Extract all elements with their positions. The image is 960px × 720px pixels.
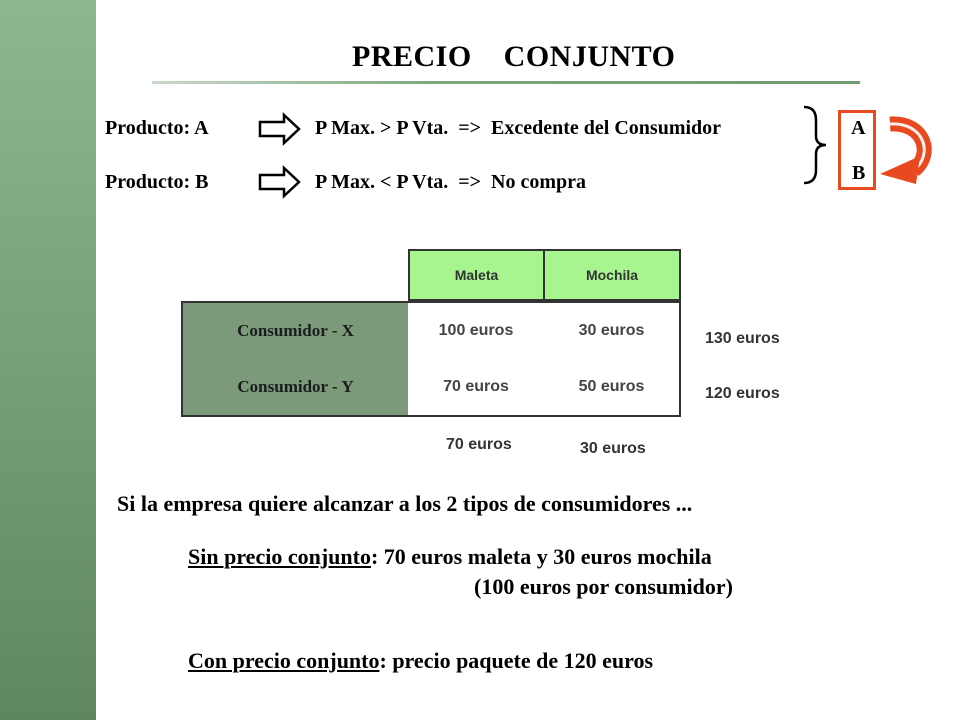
row-total: 130 euros <box>705 330 780 347</box>
table-cell: 70 euros <box>408 359 544 415</box>
column-min: 70 euros <box>446 436 512 453</box>
column-min: 30 euros <box>580 440 646 457</box>
table-row-label: Consumidor - X <box>183 303 408 359</box>
title-underline <box>152 81 860 84</box>
intro-text: Si la empresa quiere alcanzar a los 2 tipos de consumidores ... <box>117 491 693 516</box>
table-cell: 50 euros <box>544 359 679 415</box>
con-precio-line <box>188 648 653 674</box>
curly-brace-icon <box>800 104 836 186</box>
option-b-letter: B <box>852 162 866 184</box>
curved-arrow-icon <box>876 112 938 188</box>
product-a-label: Producto: A <box>105 117 209 139</box>
sin-precio-label: Sin precio conjunto <box>188 544 371 569</box>
con-precio-label: Con precio conjunto <box>188 648 380 673</box>
slide-title: PRECIO CONJUNTO <box>352 40 676 73</box>
table-cell: 100 euros <box>408 303 544 359</box>
sin-precio-line <box>188 544 712 570</box>
sin-precio-note: (100 euros por consumidor) <box>474 574 733 599</box>
right-arrow-icon <box>258 165 302 199</box>
product-b-label: Producto: B <box>105 171 209 193</box>
left-sidebar-band <box>0 0 96 720</box>
table-cell: 30 euros <box>544 303 679 359</box>
row-total: 120 euros <box>705 385 780 402</box>
product-b-rule: P Max. < P Vta. => No compra <box>315 171 587 193</box>
sin-precio-detail: : 70 euros maleta y 30 euros mochila <box>370 544 712 569</box>
table-header-maleta: Maleta <box>408 249 544 301</box>
option-a-letter: A <box>851 117 866 139</box>
right-arrow-icon <box>258 112 302 146</box>
product-a-rule: P Max. > P Vta. => Excedente del Consumidor <box>315 117 722 139</box>
table-header-mochila: Mochila <box>544 249 681 301</box>
table-row-label: Consumidor - Y <box>183 359 408 415</box>
con-precio-detail: : precio paquete de 120 euros <box>379 648 654 673</box>
